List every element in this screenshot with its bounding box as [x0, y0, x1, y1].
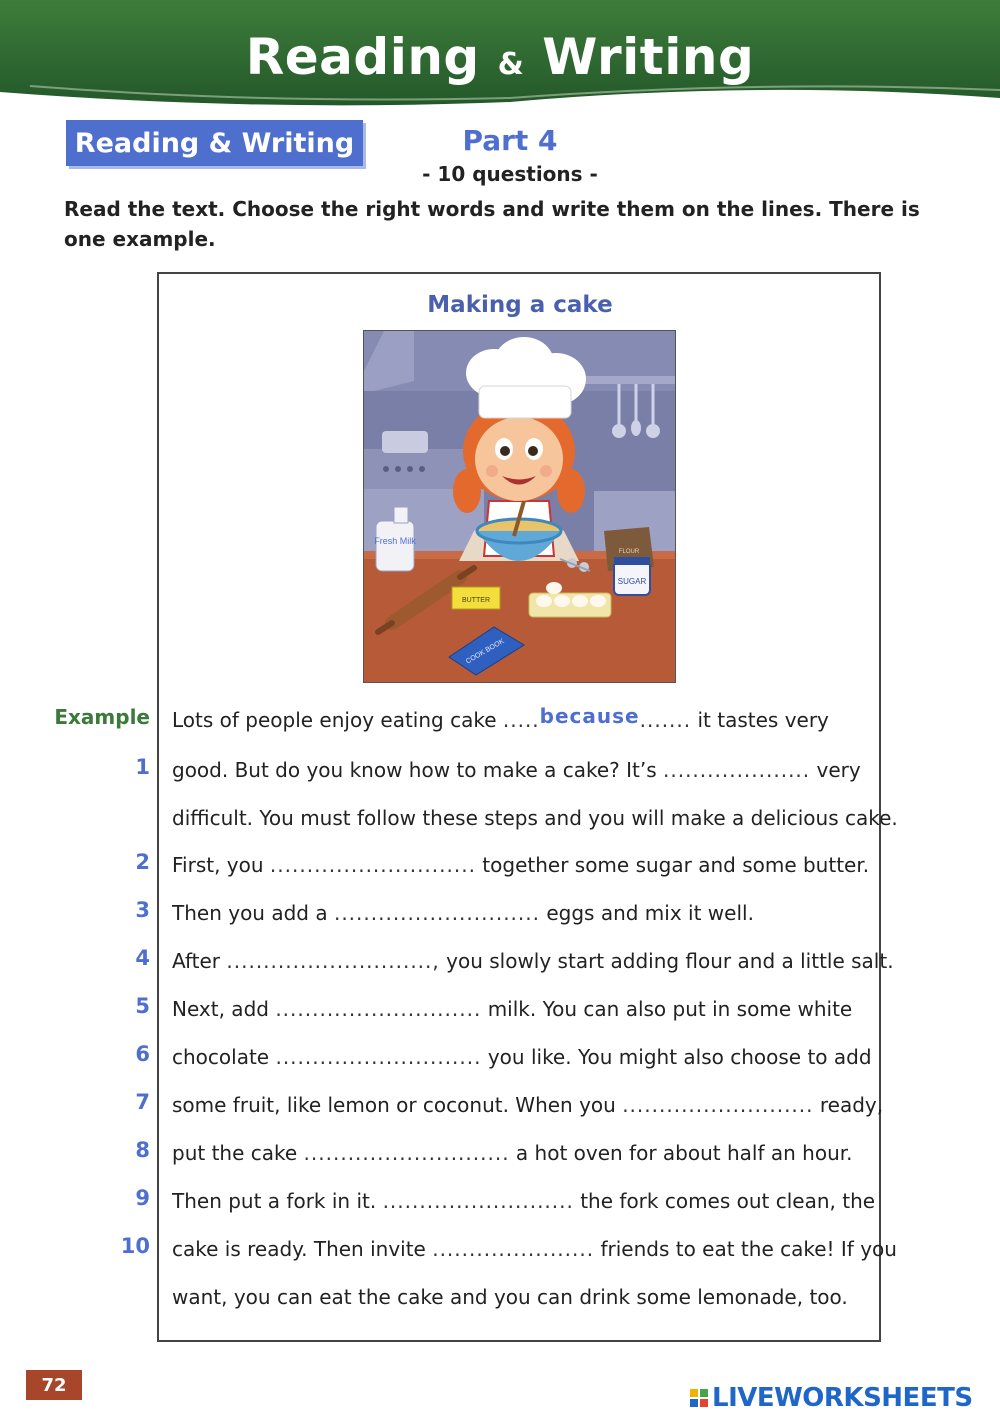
- flour-label: FLOUR: [618, 549, 640, 555]
- passage-line: [172, 806, 898, 830]
- title-part1: Reading: [245, 28, 480, 86]
- passage-line: [172, 1237, 897, 1261]
- answer-blank-7[interactable]: ..........................: [622, 1093, 814, 1117]
- pot-icon: [382, 431, 428, 453]
- line-text-after: ready,: [819, 1093, 884, 1117]
- line-text-after: a hot oven for about half an hour.: [515, 1141, 853, 1165]
- line-text-after: the fork comes out clean, the: [580, 1189, 876, 1213]
- cake-illustration: [363, 330, 676, 683]
- title-amp: &: [497, 47, 525, 82]
- line-text-after: together some sugar and some butter.: [482, 853, 870, 877]
- sugar-jar-icon: [614, 557, 650, 595]
- question-number: 8: [135, 1138, 150, 1162]
- girl-face: [475, 417, 563, 501]
- section-tag: Reading & Writing: [66, 120, 363, 166]
- answer-blank-3[interactable]: ............................: [333, 901, 540, 925]
- line-text-before: Lots of people enjoy eating cake: [172, 708, 497, 732]
- line-text: difficult. You must follow these steps and you will make a delicious cake.: [172, 806, 898, 830]
- line-text-before: Then put a fork in it.: [172, 1189, 377, 1213]
- example-gap: .....because.......: [502, 704, 692, 732]
- passage-line: [172, 1045, 872, 1069]
- answer-blank-4[interactable]: ............................,: [226, 949, 440, 973]
- page-number: 72: [26, 1370, 82, 1400]
- passage-line-example: [172, 704, 872, 732]
- question-number: 2: [135, 850, 150, 874]
- answer-blank-1[interactable]: ....................: [663, 758, 811, 782]
- line-text-before: chocolate: [172, 1045, 270, 1069]
- line-text-before: Next, add: [172, 997, 269, 1021]
- brand-name: LIVEWORKSHEETS: [712, 1383, 973, 1413]
- milk-label: Fresh Milk: [374, 536, 416, 546]
- header-banner: [0, 0, 1000, 112]
- line-text-before: good. But do you know how to make a cake? It’s: [172, 758, 657, 782]
- title-part2: Writing: [542, 28, 755, 86]
- liveworksheets-logo-icon: [690, 1389, 708, 1407]
- answer-blank-10[interactable]: ......................: [432, 1237, 595, 1261]
- question-number: 1: [135, 755, 150, 779]
- passage-line: [172, 1093, 884, 1117]
- line-text-after: you like. You might also choose to add: [487, 1045, 872, 1069]
- passage-line: [172, 1189, 876, 1213]
- book-label: COOK BOOK: [464, 637, 506, 666]
- question-number: 3: [135, 898, 150, 922]
- utensils-icon: [612, 384, 660, 438]
- passage-line: [172, 853, 872, 877]
- example-label: Example: [54, 705, 150, 729]
- passage-line: [172, 1141, 872, 1165]
- part-subtitle: - 10 questions -: [422, 162, 598, 186]
- kitchen-scene: [364, 331, 676, 683]
- answer-blank-2[interactable]: ............................: [269, 853, 476, 877]
- passage-line: [172, 1285, 872, 1309]
- line-text-before: First, you: [172, 853, 264, 877]
- question-number: 10: [120, 1234, 150, 1258]
- line-text: want, you can eat the cake and you can drink some lemonade, too.: [172, 1285, 848, 1309]
- brand-logo: [690, 1382, 973, 1414]
- answer-blank-8[interactable]: ............................: [303, 1141, 510, 1165]
- part-title: Part 4: [462, 124, 558, 157]
- page-title: [0, 28, 1000, 86]
- answer-blank-6[interactable]: ............................: [275, 1045, 482, 1069]
- line-text-after: friends to eat the cake! If you: [600, 1237, 897, 1261]
- line-text-before: After: [172, 949, 221, 973]
- line-text-before: cake is ready. Then invite: [172, 1237, 426, 1261]
- line-text-before: Then you add a: [172, 901, 328, 925]
- passage-line: [172, 997, 872, 1021]
- butter-icon: [452, 587, 500, 609]
- story-title: Making a cake: [427, 292, 613, 318]
- question-number: 5: [135, 994, 150, 1018]
- line-text-after: eggs and mix it well.: [546, 901, 754, 925]
- passage-line: [172, 949, 894, 973]
- example-answer: because: [539, 704, 640, 728]
- passage-line: [172, 901, 872, 925]
- instructions: Read the text. Choose the right words and write them on the lines. There is one example.: [64, 197, 920, 251]
- sugar-label: SUGAR: [617, 577, 647, 586]
- answer-blank-5[interactable]: ............................: [275, 997, 482, 1021]
- line-text-after: you slowly start adding flour and a little salt.: [446, 949, 894, 973]
- question-number: 4: [135, 946, 150, 970]
- butter-label: BUTTER: [462, 597, 490, 604]
- question-number: 9: [135, 1186, 150, 1210]
- line-text-before: put the cake: [172, 1141, 298, 1165]
- line-text-after: milk. You can also put in some white: [487, 997, 853, 1021]
- line-text-after: it tastes very: [697, 708, 829, 732]
- question-number: 6: [135, 1042, 150, 1066]
- line-text-after: very: [816, 758, 861, 782]
- passage-line: [172, 758, 872, 782]
- line-text-before: some fruit, like lemon or coconut. When you: [172, 1093, 616, 1117]
- answer-blank-9[interactable]: ..........................: [382, 1189, 574, 1213]
- question-number: 7: [135, 1090, 150, 1114]
